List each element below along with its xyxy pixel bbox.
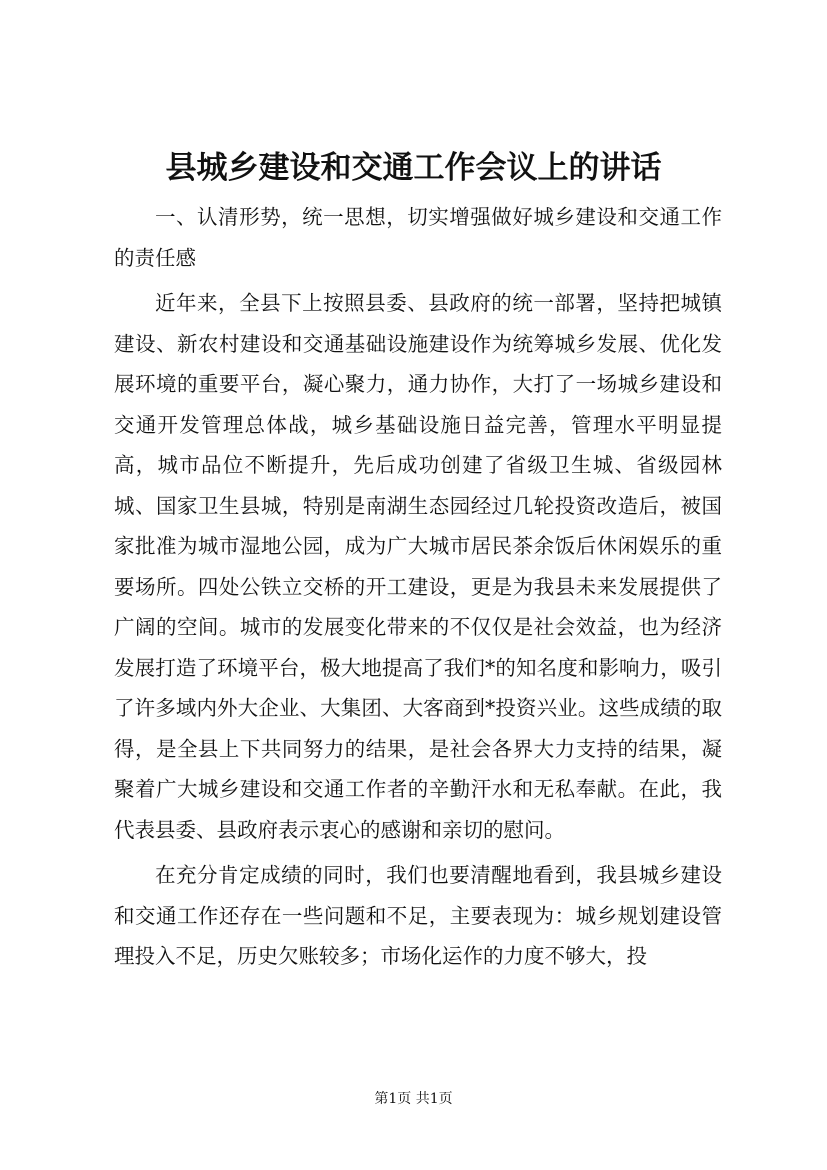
body-paragraph-achievements: 近年来，全县下上按照县委、县政府的统一部署，坚持把城镇建设、新农村建设和交通基础设施建设作为统筹城乡发展、优化发展环境的重要平台，凝心聚力，通力协作，大打了一场城乡建设和交通开发管理总体战，城乡基础设施日益完善，管理水平明显提高，城市品位不断提升，先后成功创建了省级卫生城、省级园林城、国家卫生县城，特别是南湖生态园经过几轮投资改造后，被国家批准为城市湿地公园，成为广大城市居民茶余饭后休闲娱乐的重要场所。四处公铁立交桥的开工建设，更是为我县未来发展提供了广阔的空间。城市的发展变化带来的不仅仅是社会效益，也为经济发展打造了环境平台，极大地提高了我们*的知名度和影响力，吸引了许多域内外大企业、大集团、大客商到*投资兴业。这些成绩的取得，是全县上下共同努力的结果，是社会各界大力支持的结果，凝聚着广大城乡建设和交通工作者的辛勤汗水和无私奉献。在此，我代表县委、县政府表示衷心的感谢和亲切的慰问。 bbox=[114, 291, 722, 842]
body-paragraph-problems: 在充分肯定成绩的同时，我们也要清醒地看到，我县城乡建设和交通工作还存在一些问题和不足，主要表现为：城乡规划建设管理投入不足，历史欠账较多；市场化运作的力度不够大，投 bbox=[114, 863, 722, 968]
section-heading: 一、认清形势，统一思想，切实增强做好城乡建设和交通工作的责任感 bbox=[114, 205, 722, 270]
document-body bbox=[114, 197, 722, 982]
document-title: 县城乡建设和交通工作会议上的讲话 bbox=[165, 150, 662, 186]
page-footer: 第1页 共1页 bbox=[374, 1091, 453, 1107]
